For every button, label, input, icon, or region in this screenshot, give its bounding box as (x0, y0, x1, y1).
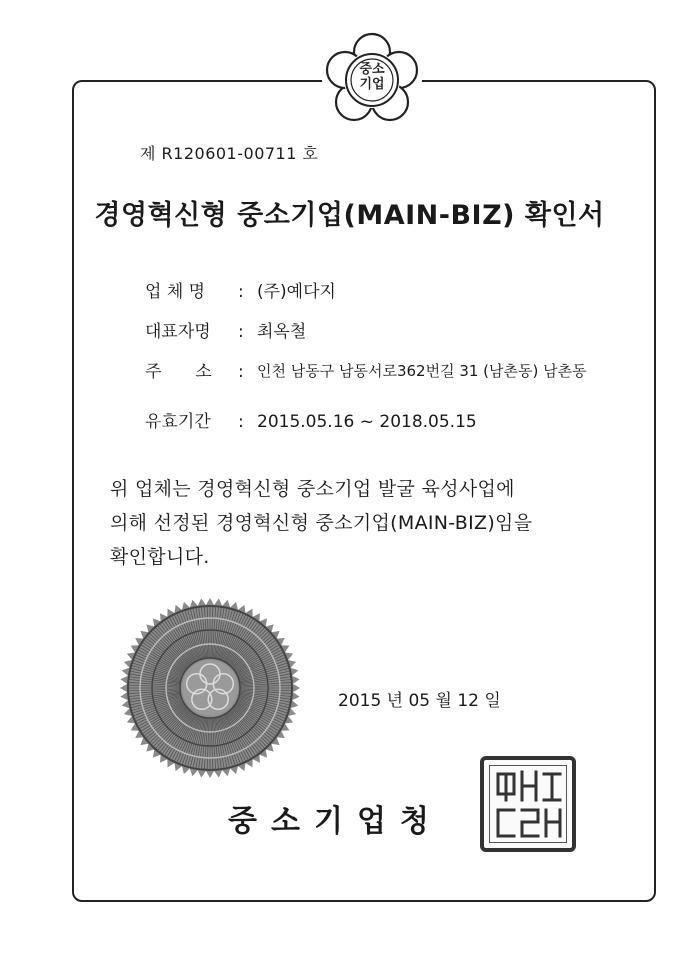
official-seal-icon (480, 756, 576, 852)
sme-emblem-icon (322, 32, 422, 128)
issue-date: 2015 년 05 월 12 일 (338, 691, 501, 711)
statement-line: 위 업체는 경영혁신형 중소기업 발굴 육성사업에 (110, 478, 515, 500)
field-value: 인천 남동구 남동서로362번길 31 (남촌동) 남촌동 (257, 362, 587, 380)
certificate-title: 경영혁신형 중소기업(MAIN-BIZ) 확인서 (94, 200, 605, 231)
field-colon: : (238, 282, 244, 302)
field-value: 2015.05.16 ~ 2018.05.15 (257, 412, 477, 432)
statement-line: 의해 선정된 경영혁신형 중소기업(MAIN-BIZ)임을 (110, 512, 533, 534)
field-label: 대표자명 (145, 322, 211, 342)
field-label: 업 체 명 (145, 282, 206, 302)
field-value: 최옥철 (257, 322, 307, 342)
issuer-name: 중소기업청 (228, 804, 443, 839)
emblem-label: 중소 기업 (359, 62, 385, 92)
statement-line: 확인합니다. (110, 546, 210, 568)
certificate-statement (110, 472, 630, 574)
field-colon: : (238, 362, 244, 382)
field-colon: : (238, 412, 244, 432)
embossed-seal-icon (118, 596, 302, 780)
certificate-number: 제 R120601-00711 호 (140, 144, 319, 163)
field-colon: : (238, 322, 244, 342)
field-label: 주 소 (145, 362, 212, 382)
field-value: (주)예다지 (257, 282, 336, 302)
field-label: 유효기간 (145, 412, 211, 432)
